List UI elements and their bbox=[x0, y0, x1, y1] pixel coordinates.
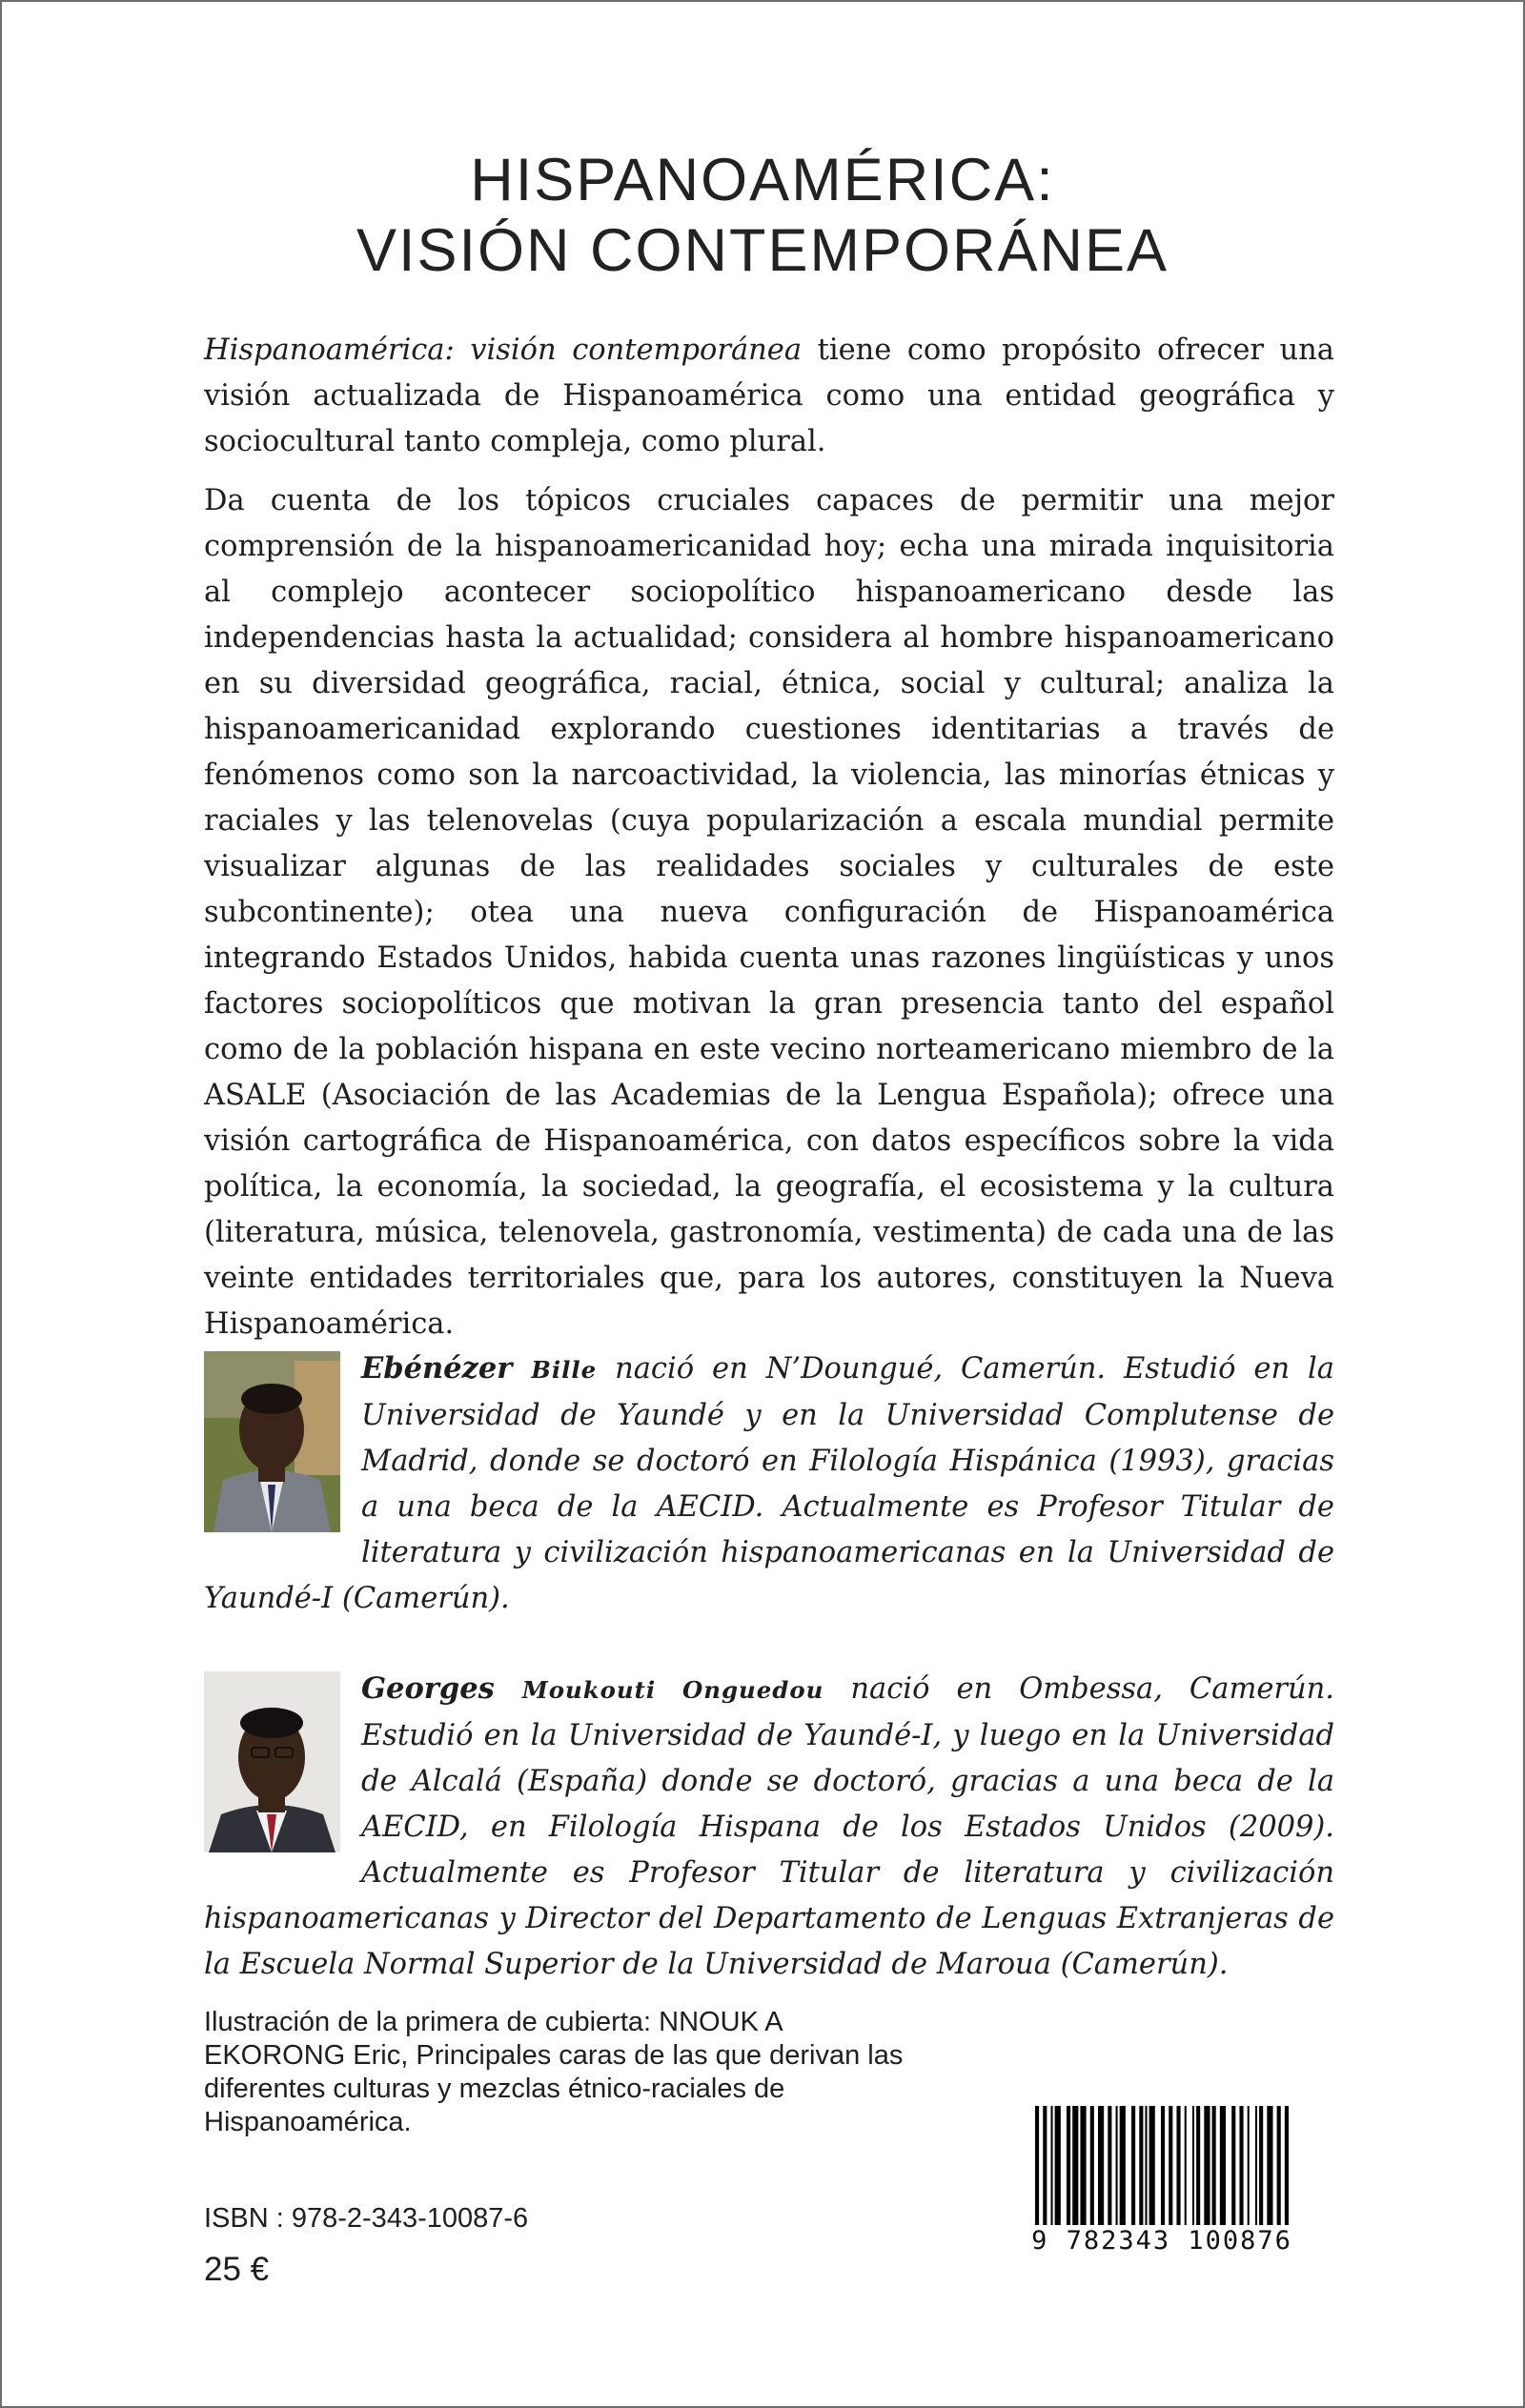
author-1-first-name: Ebénézer bbox=[361, 1351, 532, 1386]
barcode-bar bbox=[1204, 2106, 1210, 2225]
author-2-bio-text: nació en Ombessa, Camerún. Estudió en la Universidad de Yaundé-I, y luego en la Universidad de Alcalá (España) donde se doctoró, gracias a una beca de la AECID, en Filología Hispana de los Estados Unidos (2009). Actualmente es Profesor Titular de literatura y civilización hispanoamericanas y Director del Departamento de Lenguas Extranjeras de la Escuela Normal Superior de la Universidad de Maroua (Camerún). bbox=[204, 1672, 1334, 1981]
barcode-bar bbox=[1212, 2106, 1216, 2225]
barcode-bar bbox=[1145, 2106, 1147, 2225]
author-2-first-name: Georges bbox=[361, 1671, 522, 1706]
barcode-bar bbox=[1098, 2106, 1104, 2225]
barcode-bar bbox=[1239, 2106, 1243, 2225]
barcode-bar bbox=[1149, 2106, 1155, 2225]
barcode-bar bbox=[1267, 2106, 1272, 2225]
barcode-bar bbox=[1051, 2106, 1053, 2225]
barcode-bar bbox=[1116, 2106, 1118, 2225]
barcode-bar bbox=[1231, 2106, 1235, 2225]
author-1-photo bbox=[204, 1351, 340, 1532]
barcode-bar bbox=[1120, 2106, 1126, 2225]
barcode-bar bbox=[1259, 2106, 1263, 2225]
barcode-bar bbox=[1185, 2106, 1187, 2225]
barcode-bar bbox=[1139, 2106, 1143, 2225]
price: 25 € bbox=[204, 2251, 270, 2288]
barcode-bar bbox=[1248, 2106, 1250, 2225]
barcode-bar bbox=[1131, 2106, 1135, 2225]
isbn: ISBN : 978-2-343-10087-6 bbox=[204, 2203, 529, 2234]
intro-paragraph bbox=[204, 328, 1334, 465]
barcode-bar bbox=[1285, 2106, 1289, 2225]
barcode-bar bbox=[1080, 2106, 1086, 2225]
barcode-bar bbox=[1055, 2106, 1061, 2225]
barcode-bar bbox=[1176, 2106, 1180, 2225]
barcode-digits: 9 782343 100876 bbox=[1031, 2226, 1292, 2256]
barcode-bar bbox=[1255, 2106, 1257, 2225]
description-paragraph bbox=[204, 478, 1334, 1347]
barcode-bar bbox=[1220, 2106, 1226, 2225]
portrait-icon bbox=[204, 1671, 340, 1852]
barcode-bar bbox=[1196, 2106, 1200, 2225]
title-line-2: VISIÓN CONTEMPORÁNEA bbox=[356, 217, 1169, 284]
intro-text: tiene como propósito ofrecer una visión actualizada de Hispanoamérica como una entidad geográfica y sociocultural tanto compleja, como plural. bbox=[204, 334, 1334, 458]
author-2-last-name: Moukouti Onguedou bbox=[521, 1676, 824, 1704]
cover-illustration-credit: Ilustración de la primera de cubierta: NNOUK A EKORONG Eric, Principales caras de las que derivan las diferentes culturas y mezclas étnico-raciales de Hispanoamérica. bbox=[204, 2007, 904, 2137]
barcode-icon bbox=[1035, 2106, 1289, 2225]
book-title bbox=[2, 145, 1523, 286]
barcode bbox=[1024, 2106, 1300, 2258]
barcode-bar bbox=[1035, 2106, 1039, 2225]
intro-book-title: Hispanoamérica: visión contemporánea bbox=[204, 334, 803, 367]
title-line-1: HISPANOAMÉRICA: bbox=[470, 147, 1055, 213]
author-bio-1 bbox=[204, 1346, 1334, 1622]
barcode-bar bbox=[1072, 2106, 1078, 2225]
barcode-bar bbox=[1108, 2106, 1111, 2225]
barcode-bar bbox=[1067, 2106, 1070, 2225]
barcode-bar bbox=[1043, 2106, 1047, 2225]
barcode-bar bbox=[1277, 2106, 1281, 2225]
description-text: Da cuenta de los tópicos cruciales capaces de permitir una mejor comprensión de la hispanoamericanidad hoy; echa una mirada inquisitoria al complejo acontecer sociopolítico hispanoamericano desde las independencias hasta la actualidad; considera al hombre hispanoamericano en su diversidad geográfica, racial, étnica, social y cultural; analiza la hispanoamericanidad explorando cuestiones identitarias a través de fenómenos como son la narcoactividad, la violencia, las minorías étnicas y raciales y las telenovelas (cuya popularización a escala mundial permite visualizar algunas de las realidades sociales y culturales de este subcontinente); otea una nueva configuración de Hispanoamérica integrando Estados Unidos, habida cuenta unas razones lingüísticas y unos factores sociopolíticos que motivan la gran presencia tanto del español como de la población hispana en este vecino norteamericano miembro de la ASALE (Asociación de las Academias de la Lengua Española); ofrece una visión cartográfica de Hispanoamérica, con datos específicos sobre la vida política, la economía, la sociedad, la geografía, el ecosistema y la cultura (literatura, música, telenovela, gastronomía, vestimenta) de cada una de las veinte entidades territoriales que, para los autores, constituyen la Nueva Hispanoamérica. bbox=[204, 484, 1334, 1341]
barcode-bar bbox=[1161, 2106, 1165, 2225]
barcode-bar bbox=[1090, 2106, 1094, 2225]
portrait-icon bbox=[204, 1351, 340, 1532]
barcode-bar bbox=[1169, 2106, 1172, 2225]
author-2-photo bbox=[204, 1671, 340, 1852]
barcode-bar bbox=[1192, 2106, 1194, 2225]
author-1-bio-text: nació en N’Doungué, Camerún. Estudió en la Universidad de Yaundé y en la Universidad Complutense de Madrid, donde se doctoró en Filología Hispánica (1993), gracias a una beca de la AECID. Actualmente es Profesor Titular de literatura y civilización hispanoamericanas en la Universidad de Yaundé-I (Camerún). bbox=[204, 1352, 1334, 1615]
author-1-last-name: Bille bbox=[531, 1356, 598, 1384]
author-bio-2 bbox=[204, 1666, 1334, 1988]
